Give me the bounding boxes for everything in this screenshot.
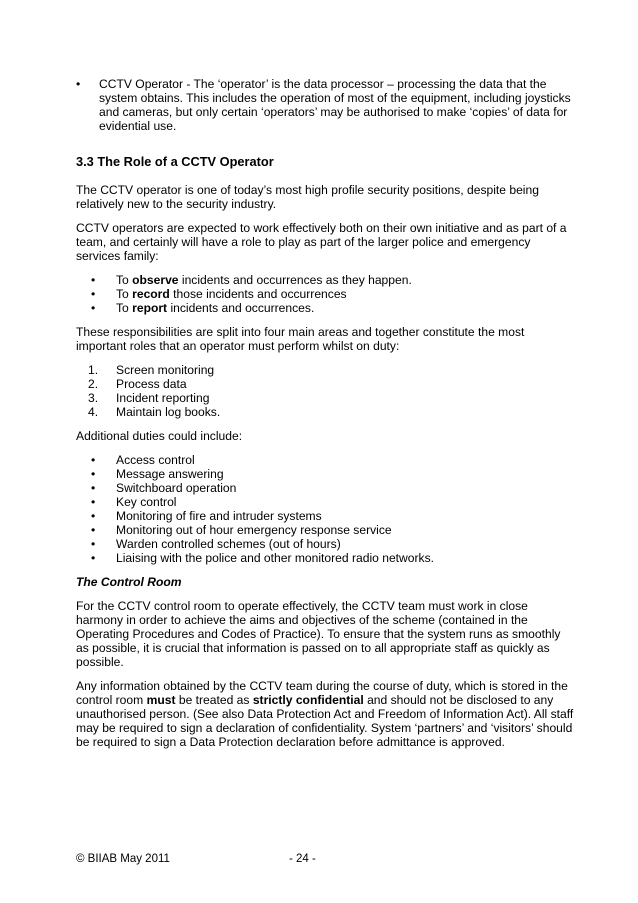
section-heading: 3.3 The Role of a CCTV Operator [76,154,274,169]
list-number: 2. [88,377,99,391]
footer-page-number: - 24 - [289,853,316,865]
section-para-1: The CCTV operator is one of today’s most high profile security positions, despite being relatively new to the security industry. [76,183,539,211]
bullet-marker: • [76,77,81,91]
emphasis-must: must [146,693,176,707]
control-room-para-2: Any information obtained by the CCTV team during the course of duty, which is stored in the control room must be treated as strictly confidential and should not be disclosed to any unauthorised person. (See also Data Protection Act and Freedom of Information Act). All staff may be required to sign a declaration of confidentiality. System ‘partners’ and ‘visitors’ should be required to sign a Data Protection declaration before admittance is approved. [76,679,574,749]
control-room-para-1: For the CCTV control room to operate effectively, the CCTV team must work in close harmony in order to achieve the aims and objectives of the scheme (contained in the Operating Procedures and Codes of Practice). To ensure that the system runs as smoothly as possible, it is crucial that information is passed on to all appropriate staff as quickly as possible. [76,599,561,669]
bullet-marker: • [91,495,96,509]
list-number: 1. [88,363,99,377]
bullet-marker: • [91,537,96,551]
duties-list [76,453,576,565]
bullet-marker: • [91,301,96,315]
list-item: • To record those incidents and occurrences [91,287,347,301]
list-item: • Warden controlled schemes (out of hours) [91,537,341,551]
list-number: 3. [88,391,99,405]
bullet-marker: • [91,481,96,495]
bullet-marker: • [91,467,96,481]
bullet-marker: • [91,509,96,523]
list-item: • Message answering [91,467,224,481]
list-item: 3. Incident reporting [88,391,210,405]
list-item: • Monitoring of fire and intruder systems [91,509,322,523]
bullet-marker: • [91,273,96,287]
bullet-marker: • [91,523,96,537]
section-para-2: CCTV operators are expected to work effectively both on their own initiative and as part of a team, and certainly will have a role to play as part of the larger police and emergency services family: [76,221,567,263]
document-page [76,77,576,759]
footer-copyright: © BIIAB May 2011 [76,853,170,865]
list-item: • To observe incidents and occurrences as they happen. [91,273,412,287]
list-item: 1. Screen monitoring [88,363,215,377]
intro-bullet [76,77,576,133]
list-item: 4. Maintain log books. [88,405,221,419]
bullet-marker: • [91,453,96,467]
bold-term: record [132,287,170,301]
bullet-marker: • [91,287,96,301]
section-para-3: These responsibilities are split into four main areas and together constitute the most important roles that an operator must perform whilst on duty: [76,325,525,353]
section-para-4: Additional duties could include: [76,429,243,443]
list-item: • Access control [91,453,195,467]
to-list [76,273,576,315]
list-item: • Switchboard operation [91,481,237,495]
bold-term: report [132,301,168,315]
bold-term: observe [132,273,179,287]
intro-bullet-text: CCTV Operator - The ‘operator’ is the data processor – processing the data that the system obtains. This includes the operation of most of the equipment, including joysticks and cameras, but only certain ‘operators’ may be authorised to make ‘copies’ of data for evidential use. [99,77,571,133]
emphasis-strictly-confidential: strictly confidential [252,693,364,707]
numbered-list [76,363,576,419]
list-item: • Key control [91,495,177,509]
list-item: • Monitoring out of hour emergency response service [91,523,392,537]
list-item: • To report incidents and occurrences. [91,301,315,315]
list-item: 2. Process data [88,377,187,391]
list-item: • Liaising with the police and other monitored radio networks. [91,551,434,565]
control-room-heading: The Control Room [76,575,182,589]
bullet-marker: • [91,551,96,565]
list-number: 4. [88,405,99,419]
